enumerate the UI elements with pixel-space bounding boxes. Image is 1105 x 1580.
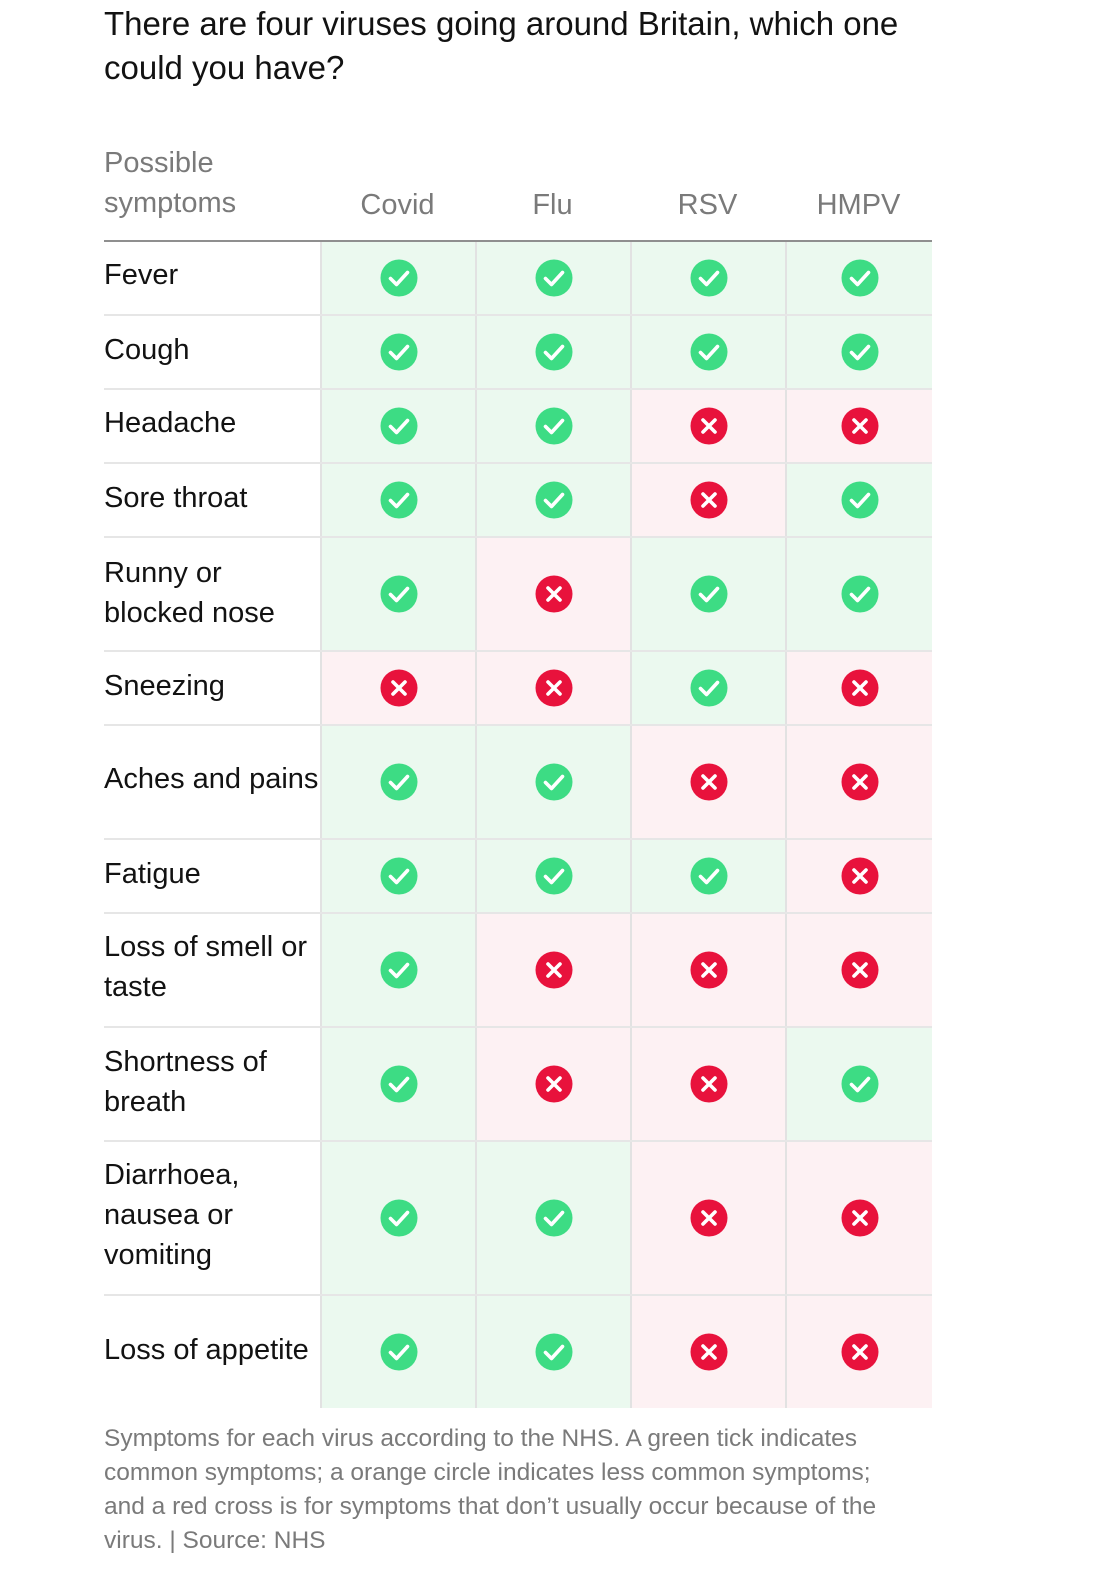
cell-rsv	[630, 242, 785, 314]
cell-rsv	[630, 390, 785, 462]
footnote: Symptoms for each virus according to the NHS. A green tick indicates common symptoms; a orange circle indicates less common symptoms; and a red cross is for symptoms that don’t usually occur because of the virus. | Source: NHS	[104, 1425, 877, 1554]
green-tick-icon	[380, 1199, 418, 1237]
table-row	[104, 1296, 932, 1408]
red-cross-icon	[841, 857, 879, 895]
table-row	[104, 464, 932, 538]
cell-hmpv	[785, 1142, 932, 1294]
red-cross-icon	[841, 1333, 879, 1371]
cell-hmpv	[785, 1028, 932, 1140]
green-tick-icon	[380, 951, 418, 989]
green-tick-icon	[841, 259, 879, 297]
cell-covid	[320, 1296, 475, 1408]
page-title: There are four viruses going around Britain, which one could you have?	[104, 5, 899, 86]
green-tick-icon	[380, 333, 418, 371]
cell-rsv	[630, 464, 785, 536]
green-tick-icon	[841, 1065, 879, 1103]
symptom-label: Aches and pains	[104, 763, 319, 795]
cell-hmpv	[785, 652, 932, 724]
cell-flu	[475, 390, 630, 462]
red-cross-icon	[535, 951, 573, 989]
cell-rsv	[630, 1028, 785, 1140]
green-tick-icon	[535, 481, 573, 519]
green-tick-icon	[690, 259, 728, 297]
symptom-label: Cough	[104, 333, 190, 366]
table-body	[104, 242, 932, 1408]
cell-rsv	[630, 726, 785, 838]
green-tick-icon	[380, 1065, 418, 1103]
red-cross-icon	[690, 951, 728, 989]
green-tick-icon	[535, 259, 573, 297]
green-tick-icon	[380, 407, 418, 445]
column-header-rsv: RSV	[677, 189, 738, 221]
green-tick-icon	[690, 857, 728, 895]
symptom-label: Runny or blocked nose	[104, 557, 275, 629]
red-cross-icon	[690, 1065, 728, 1103]
cell-covid	[320, 726, 475, 838]
cell-hmpv	[785, 390, 932, 462]
cell-covid	[320, 1028, 475, 1140]
cell-flu	[475, 840, 630, 912]
green-tick-icon	[535, 1199, 573, 1237]
red-cross-icon	[841, 407, 879, 445]
cell-flu	[475, 316, 630, 388]
symptom-table	[104, 142, 932, 1408]
green-tick-icon	[535, 407, 573, 445]
cell-covid	[320, 390, 475, 462]
table-row	[104, 316, 932, 390]
green-tick-icon	[690, 669, 728, 707]
table-row	[104, 538, 932, 652]
cell-covid	[320, 1142, 475, 1294]
red-cross-icon	[380, 669, 418, 707]
green-tick-icon	[380, 575, 418, 613]
red-cross-icon	[841, 951, 879, 989]
symptom-label: Loss of smell or taste	[104, 931, 308, 1003]
cell-rsv	[630, 1296, 785, 1408]
red-cross-icon	[535, 575, 573, 613]
green-tick-icon	[535, 763, 573, 801]
red-cross-icon	[535, 1065, 573, 1103]
symptom-label: Fever	[104, 259, 179, 291]
cell-hmpv	[785, 726, 932, 838]
table-row	[104, 840, 932, 914]
green-tick-icon	[380, 1333, 418, 1371]
green-tick-icon	[380, 259, 418, 297]
green-tick-icon	[841, 481, 879, 519]
green-tick-icon	[841, 575, 879, 613]
column-header-hmpv: HMPV	[816, 189, 901, 221]
cell-flu	[475, 726, 630, 838]
table-row	[104, 1028, 932, 1142]
column-header-covid: Covid	[360, 189, 435, 221]
cell-covid	[320, 538, 475, 650]
cell-hmpv	[785, 464, 932, 536]
cell-hmpv	[785, 538, 932, 650]
green-tick-icon	[380, 763, 418, 801]
red-cross-icon	[690, 481, 728, 519]
cell-covid	[320, 652, 475, 724]
cell-hmpv	[785, 242, 932, 314]
symptom-label: Fatigue	[104, 858, 201, 890]
cell-hmpv	[785, 840, 932, 912]
green-tick-icon	[380, 857, 418, 895]
red-cross-icon	[690, 763, 728, 801]
column-header-flu: Flu	[532, 189, 573, 221]
green-tick-icon	[841, 333, 879, 371]
table-row	[104, 652, 932, 726]
cell-flu	[475, 1028, 630, 1140]
cell-rsv	[630, 652, 785, 724]
cell-covid	[320, 464, 475, 536]
cell-flu	[475, 538, 630, 650]
cell-rsv	[630, 914, 785, 1026]
table-row	[104, 914, 932, 1028]
cell-covid	[320, 242, 475, 314]
symptom-label: Shortness of breath	[104, 1046, 267, 1118]
symptom-label: Diarrhoea, nausea or vomiting	[104, 1159, 240, 1271]
green-tick-icon	[535, 857, 573, 895]
symptom-label: Loss of appetite	[104, 1334, 309, 1366]
green-tick-icon	[690, 333, 728, 371]
red-cross-icon	[841, 763, 879, 801]
cell-flu	[475, 914, 630, 1026]
cell-covid	[320, 316, 475, 388]
red-cross-icon	[535, 669, 573, 707]
symptom-label: Sneezing	[104, 669, 225, 702]
green-tick-icon	[535, 1333, 573, 1371]
red-cross-icon	[841, 1199, 879, 1237]
red-cross-icon	[690, 1199, 728, 1237]
cell-flu	[475, 242, 630, 314]
cell-flu	[475, 652, 630, 724]
table-row	[104, 242, 932, 316]
cell-hmpv	[785, 1296, 932, 1408]
table-row	[104, 726, 932, 840]
symptoms-column-header: Possible symptoms	[104, 147, 237, 219]
table-row	[104, 390, 932, 464]
red-cross-icon	[841, 669, 879, 707]
cell-rsv	[630, 840, 785, 912]
symptom-label: Headache	[104, 407, 237, 439]
cell-hmpv	[785, 316, 932, 388]
cell-rsv	[630, 538, 785, 650]
green-tick-icon	[690, 575, 728, 613]
cell-flu	[475, 464, 630, 536]
green-tick-icon	[535, 333, 573, 371]
cell-flu	[475, 1296, 630, 1408]
symptom-label: Sore throat	[104, 481, 248, 514]
cell-rsv	[630, 1142, 785, 1294]
red-cross-icon	[690, 1333, 728, 1371]
table-header	[104, 142, 932, 242]
cell-flu	[475, 1142, 630, 1294]
cell-rsv	[630, 316, 785, 388]
cell-hmpv	[785, 914, 932, 1026]
cell-covid	[320, 840, 475, 912]
green-tick-icon	[380, 481, 418, 519]
cell-covid	[320, 914, 475, 1026]
table-row	[104, 1142, 932, 1296]
red-cross-icon	[690, 407, 728, 445]
